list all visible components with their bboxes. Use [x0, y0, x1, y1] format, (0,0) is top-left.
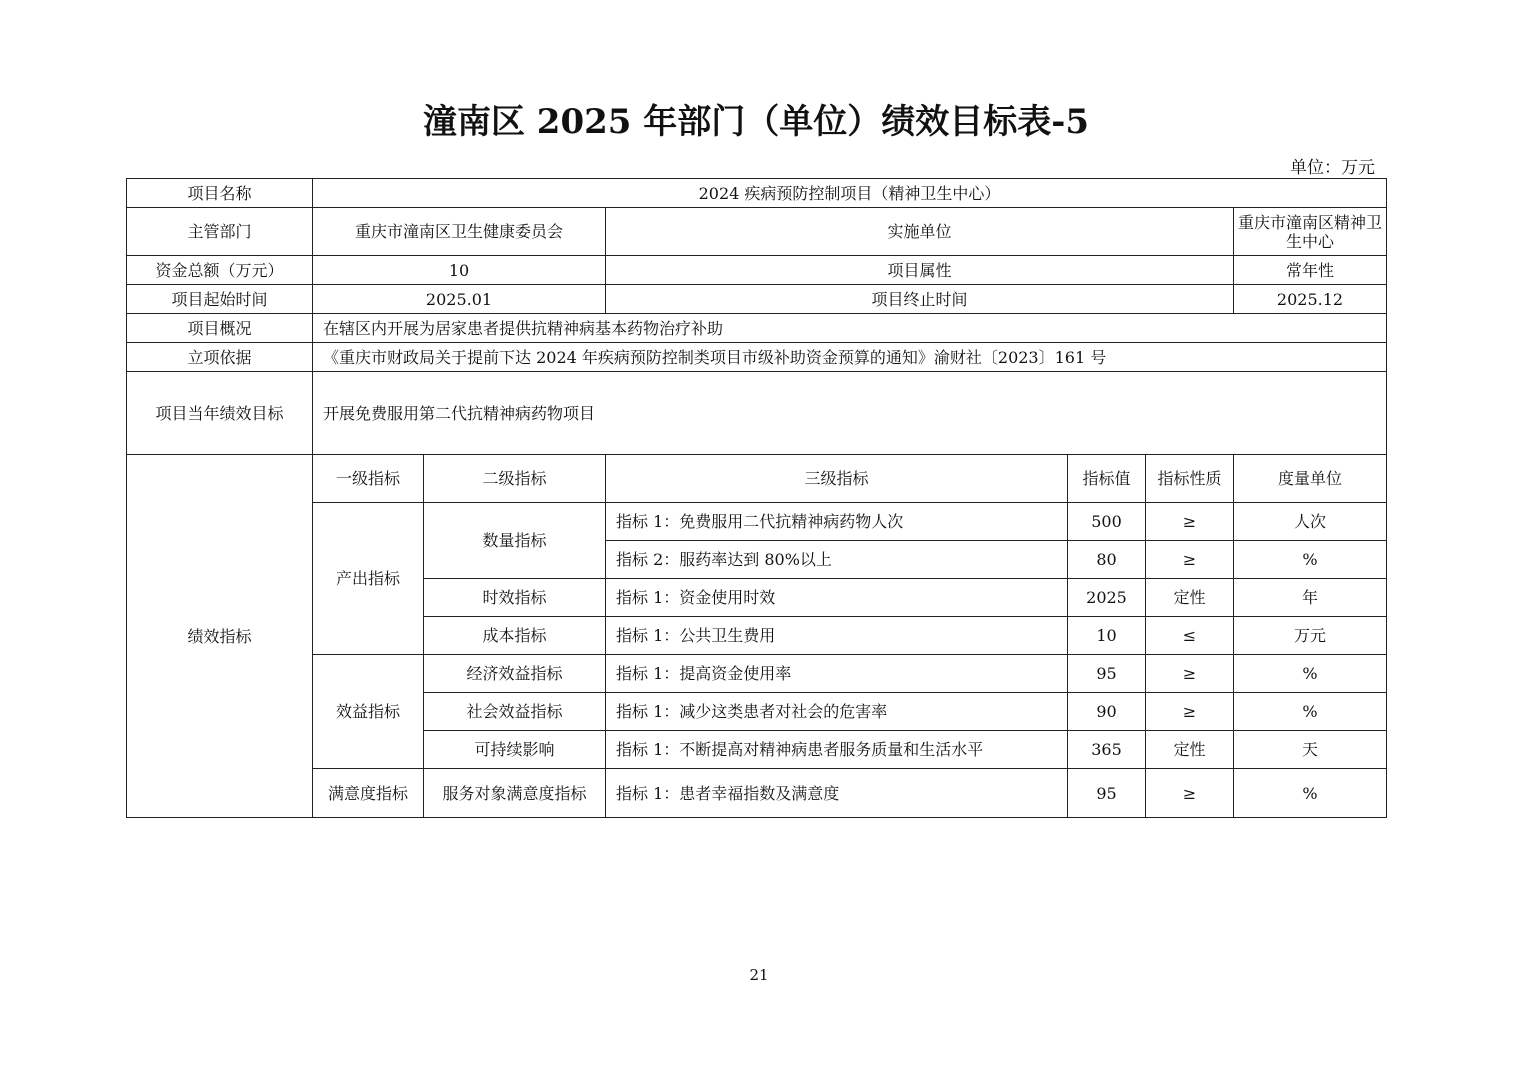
level2-economic: 经济效益指标 — [424, 655, 606, 693]
dept-value: 重庆市潼南区卫生健康委员会 — [313, 208, 606, 256]
indicator-nature: ≥ — [1146, 541, 1234, 579]
level2-social: 社会效益指标 — [424, 693, 606, 731]
level2-quantity: 数量指标 — [424, 503, 606, 579]
row-overview — [127, 314, 1387, 343]
row-project-name — [127, 179, 1387, 208]
indicator-name: 指标 1：减少这类患者对社会的危害率 — [606, 693, 1068, 731]
table-row — [127, 503, 1387, 541]
indicator-unit: % — [1234, 769, 1387, 818]
level2-service-satisfaction: 服务对象满意度指标 — [424, 769, 606, 818]
header-level3: 三级指标 — [606, 455, 1068, 503]
overview-label: 项目概况 — [127, 314, 313, 343]
indicator-nature: ≥ — [1146, 693, 1234, 731]
indicator-unit: 万元 — [1234, 617, 1387, 655]
level2-cost: 成本指标 — [424, 617, 606, 655]
indicator-nature: ≥ — [1146, 503, 1234, 541]
header-nature: 指标性质 — [1146, 455, 1234, 503]
row-fund — [127, 256, 1387, 285]
row-goal — [127, 372, 1387, 455]
indicator-name: 指标 1：公共卫生费用 — [606, 617, 1068, 655]
indicator-unit: % — [1234, 693, 1387, 731]
indicator-section-label: 绩效指标 — [127, 455, 313, 818]
indicator-name: 指标 1：不断提高对精神病患者服务质量和生活水平 — [606, 731, 1068, 769]
goal-value: 开展免费服用第二代抗精神病药物项目 — [313, 372, 1387, 455]
dept-label: 主管部门 — [127, 208, 313, 256]
row-basis — [127, 343, 1387, 372]
indicator-header-row — [127, 455, 1387, 503]
header-unit: 度量单位 — [1234, 455, 1387, 503]
indicator-unit: % — [1234, 655, 1387, 693]
performance-table — [126, 178, 1387, 818]
indicator-value: 95 — [1068, 655, 1146, 693]
header-value: 指标值 — [1068, 455, 1146, 503]
indicator-value: 2025 — [1068, 579, 1146, 617]
level1-benefit: 效益指标 — [313, 655, 424, 769]
end-value: 2025.12 — [1234, 285, 1387, 314]
indicator-nature: ≥ — [1146, 655, 1234, 693]
level1-output: 产出指标 — [313, 503, 424, 655]
project-name-label: 项目名称 — [127, 179, 313, 208]
impl-label: 实施单位 — [606, 208, 1234, 256]
indicator-unit: 人次 — [1234, 503, 1387, 541]
page-number: 21 — [749, 966, 769, 984]
level2-sustainable: 可持续影响 — [424, 731, 606, 769]
start-label: 项目起始时间 — [127, 285, 313, 314]
basis-value: 《重庆市财政局关于提前下达 2024 年疾病预防控制类项目市级补助资金预算的通知》渝财社〔2023〕161 号 — [313, 343, 1387, 372]
indicator-value: 95 — [1068, 769, 1146, 818]
indicator-nature: ≥ — [1146, 769, 1234, 818]
unit-label: 单位：万元 — [1290, 158, 1375, 178]
header-level1: 一级指标 — [313, 455, 424, 503]
header-level2: 二级指标 — [424, 455, 606, 503]
attr-value: 常年性 — [1234, 256, 1387, 285]
indicator-name: 指标 1：提高资金使用率 — [606, 655, 1068, 693]
overview-value: 在辖区内开展为居家患者提供抗精神病基本药物治疗补助 — [313, 314, 1387, 343]
indicator-name: 指标 1：资金使用时效 — [606, 579, 1068, 617]
basis-label: 立项依据 — [127, 343, 313, 372]
fund-label: 资金总额（万元） — [127, 256, 313, 285]
fund-value: 10 — [313, 256, 606, 285]
row-time — [127, 285, 1387, 314]
project-name-value: 2024 疾病预防控制项目（精神卫生中心） — [313, 179, 1387, 208]
indicator-unit: 天 — [1234, 731, 1387, 769]
level1-satisfaction: 满意度指标 — [313, 769, 424, 818]
table-row — [127, 769, 1387, 818]
indicator-value: 500 — [1068, 503, 1146, 541]
goal-label: 项目当年绩效目标 — [127, 372, 313, 455]
indicator-nature: 定性 — [1146, 579, 1234, 617]
page-title: 潼南区 2025 年部门（单位）绩效目标表-5 — [422, 102, 1090, 142]
indicator-name: 指标 1：患者幸福指数及满意度 — [606, 769, 1068, 818]
level2-timeliness: 时效指标 — [424, 579, 606, 617]
impl-value: 重庆市潼南区精神卫生中心 — [1234, 208, 1387, 256]
table-row — [127, 655, 1387, 693]
indicator-name: 指标 2：服药率达到 80%以上 — [606, 541, 1068, 579]
start-value: 2025.01 — [313, 285, 606, 314]
end-label: 项目终止时间 — [606, 285, 1234, 314]
indicator-unit: % — [1234, 541, 1387, 579]
indicator-nature: ≤ — [1146, 617, 1234, 655]
indicator-value: 90 — [1068, 693, 1146, 731]
indicator-value: 365 — [1068, 731, 1146, 769]
indicator-value: 80 — [1068, 541, 1146, 579]
attr-label: 项目属性 — [606, 256, 1234, 285]
row-department — [127, 208, 1387, 256]
indicator-nature: 定性 — [1146, 731, 1234, 769]
indicator-unit: 年 — [1234, 579, 1387, 617]
indicator-name: 指标 1：免费服用二代抗精神病药物人次 — [606, 503, 1068, 541]
indicator-value: 10 — [1068, 617, 1146, 655]
